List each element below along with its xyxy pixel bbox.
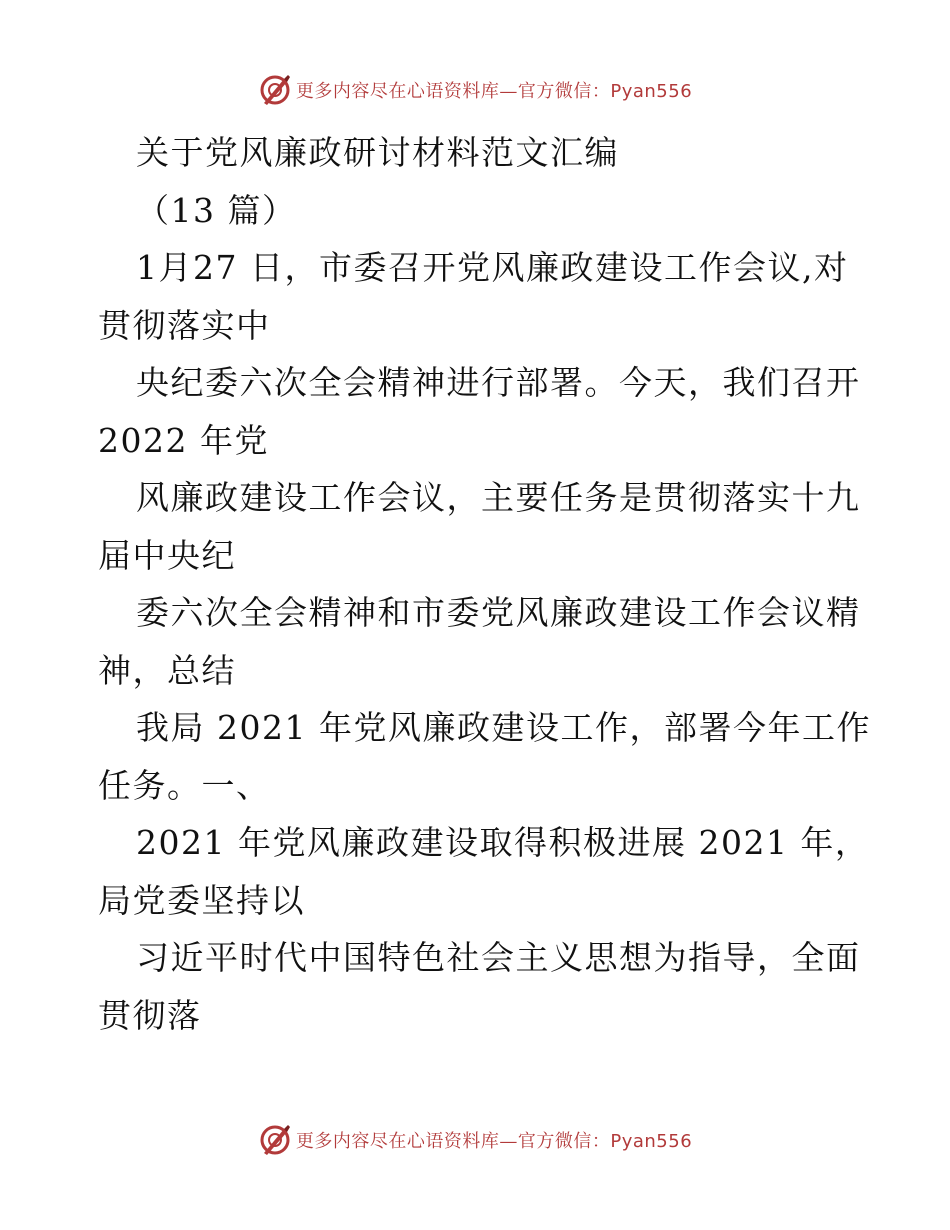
paragraph-line: 贯彻落实中	[98, 305, 271, 345]
paragraph-line: 贯彻落	[98, 995, 202, 1035]
paragraph-line: 我局 2021 年党风廉政建设工作，部署今年工作	[136, 708, 871, 747]
paragraph-line: 2022 年党	[98, 420, 269, 460]
paragraph-line: 2021 年党风廉政建设取得积极进展 2021 年，	[136, 823, 870, 862]
paragraph-line: 习近平时代中国特色社会主义思想为指导，全面	[136, 938, 861, 977]
header-watermark	[0, 70, 950, 110]
pen-logo-icon	[258, 73, 292, 107]
pen-logo-icon	[258, 1123, 292, 1157]
footer-watermark	[0, 1120, 950, 1160]
paragraph-line: 央纪委六次全会精神进行部署。今天，我们召开	[136, 363, 861, 402]
watermark-text: 更多内容尽在心语资料库—官方微信：Pyan556	[295, 1131, 693, 1152]
paragraph-line: 1月27 日，市委召开党风廉政建设工作会议,对	[136, 248, 849, 287]
paragraph-line: 局党委坚持以	[98, 880, 305, 920]
paragraph-line: 神，总结	[98, 650, 236, 690]
paragraph-line: 委六次全会精神和市委党风廉政建设工作会议精	[136, 593, 861, 632]
document-title: 关于党风廉政研讨材料范文汇编	[136, 133, 619, 172]
document-body	[98, 124, 871, 1044]
paragraph-line: 任务。一、	[98, 765, 271, 805]
document-subtitle: （13 篇）	[136, 190, 297, 230]
paragraph-line: 届中央纪	[98, 535, 236, 575]
paragraph-line: 风廉政建设工作会议，主要任务是贯彻落实十九	[136, 478, 861, 517]
watermark-text: 更多内容尽在心语资料库—官方微信：Pyan556	[295, 81, 693, 102]
